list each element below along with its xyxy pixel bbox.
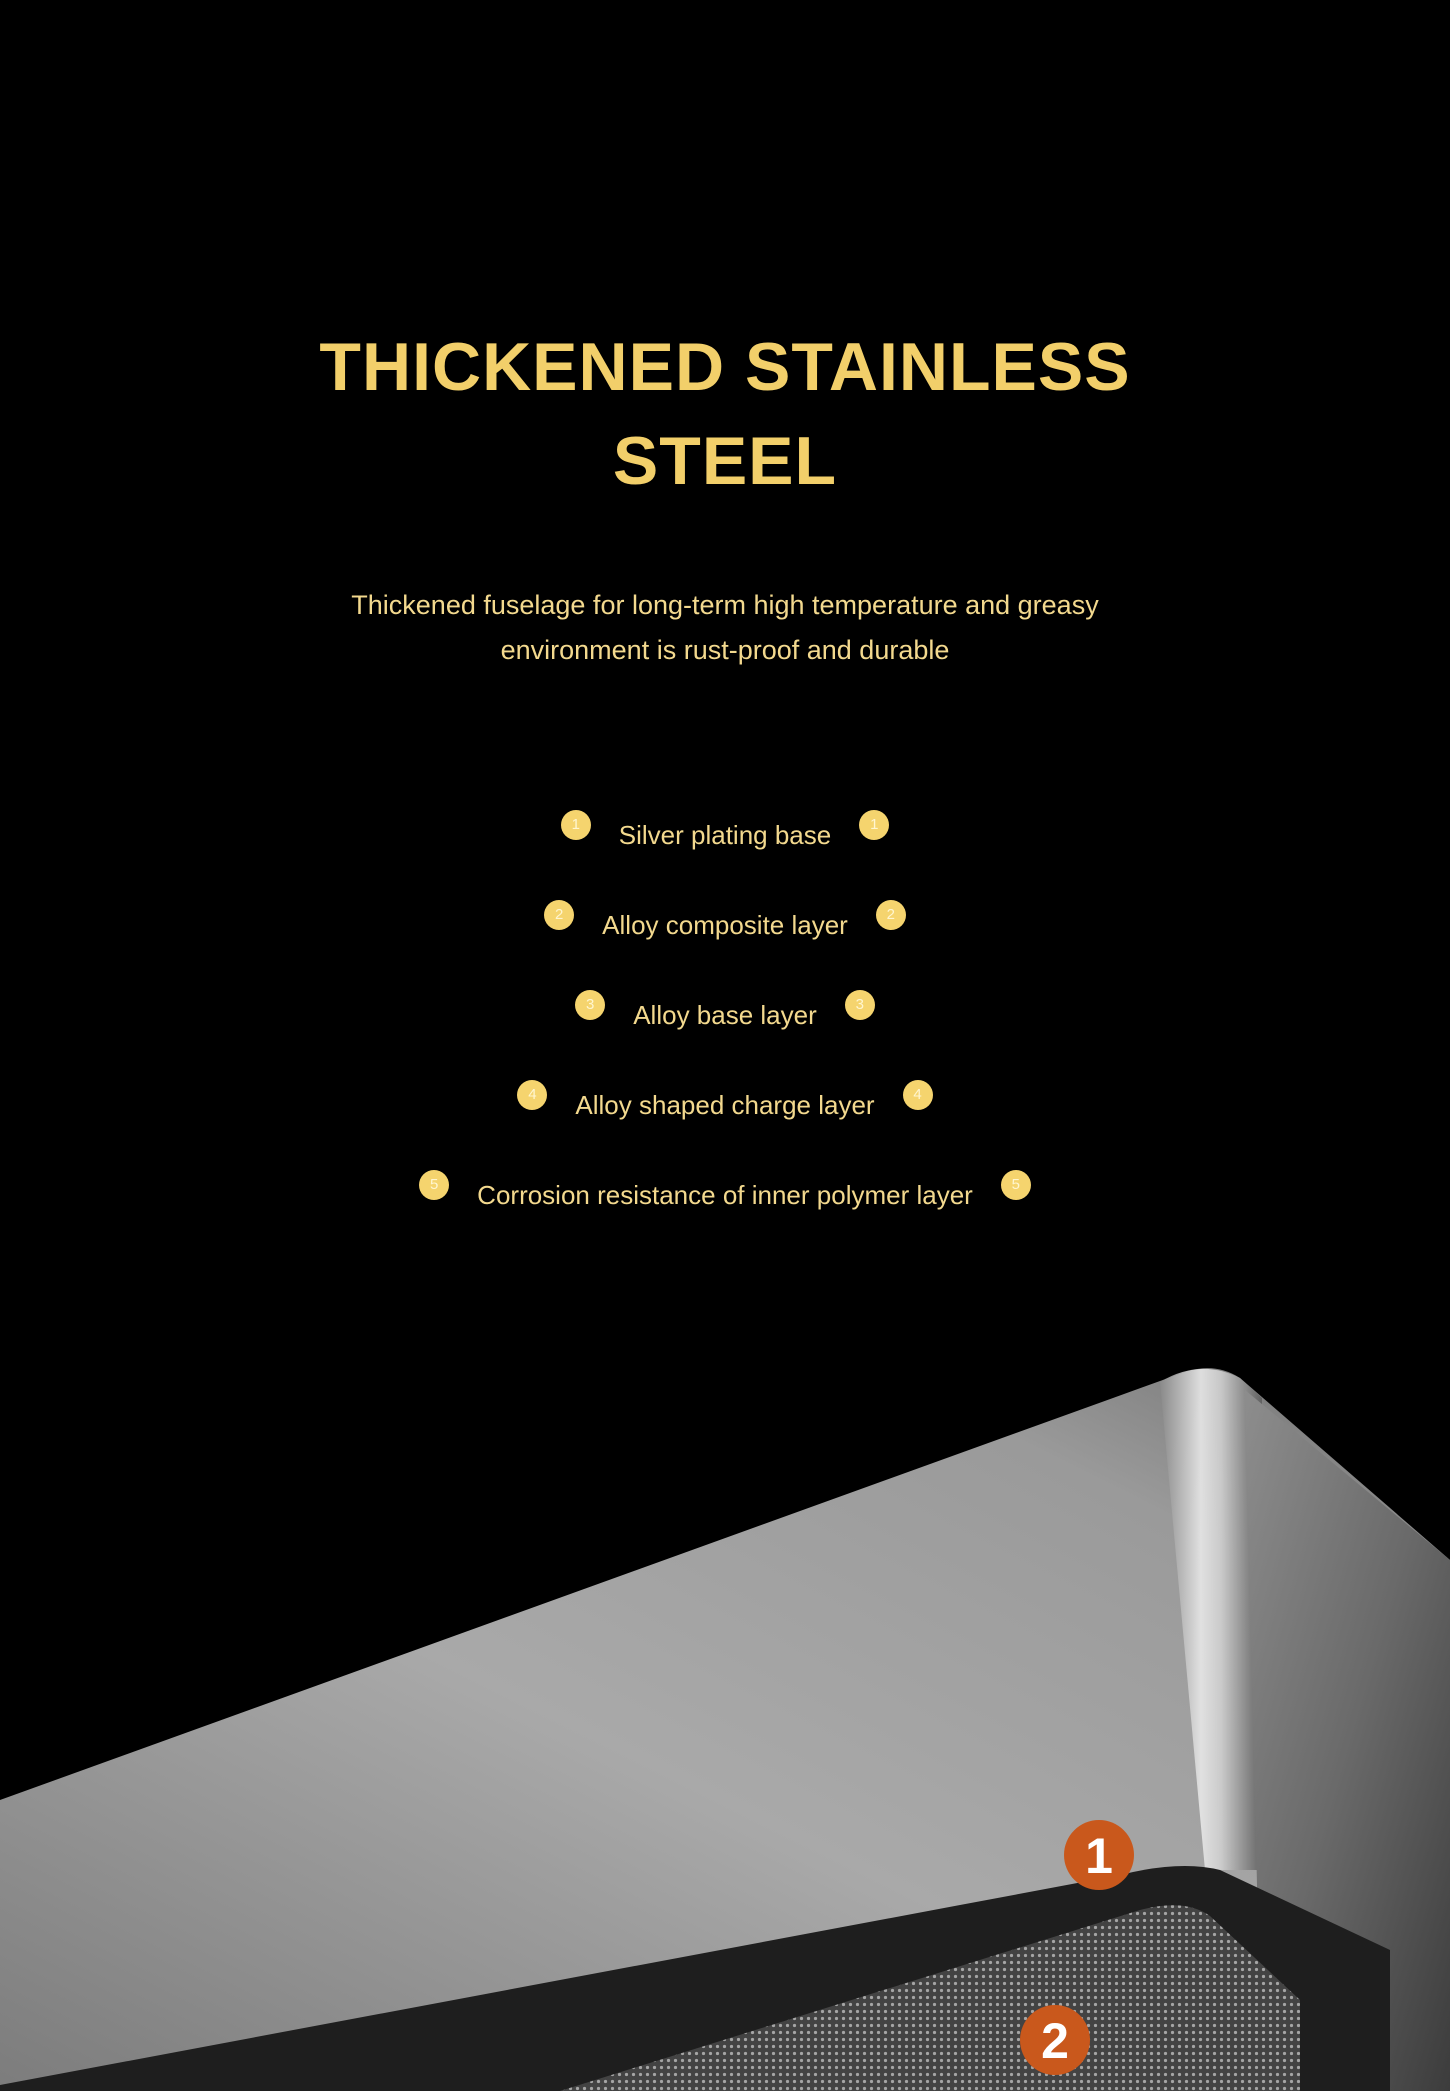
- feature-label: Silver plating base: [618, 820, 832, 850]
- number-badge-left: 4: [517, 1080, 547, 1110]
- stainless-steel-product-photo: [0, 1350, 1450, 2091]
- number-badge-right: 2: [876, 900, 906, 930]
- page-subtitle: [0, 583, 1450, 673]
- number-badge-left: 3: [575, 990, 605, 1020]
- feature-item-silver-plating: [0, 810, 1450, 900]
- feature-item-alloy-composite: [0, 900, 1450, 990]
- subtitle-line-2: environment is rust-proof and durable: [500, 635, 950, 665]
- number-badge-left: 1: [561, 810, 591, 840]
- feature-item-alloy-base: [0, 990, 1450, 1080]
- title-line-2: STEEL: [612, 423, 838, 499]
- feature-label: Alloy shaped charge layer: [575, 1090, 875, 1120]
- page-title: [0, 320, 1450, 508]
- number-badge-right: 1: [859, 810, 889, 840]
- number-badge-right: 3: [845, 990, 875, 1020]
- number-badge-right: 4: [903, 1080, 933, 1110]
- photo-marker-2-label: 2: [1041, 2013, 1069, 2069]
- title-line-1: THICKENED STAINLESS: [319, 329, 1131, 405]
- feature-list: [0, 810, 1450, 1260]
- number-badge-left: 2: [544, 900, 574, 930]
- feature-item-inner-polymer: [0, 1170, 1450, 1260]
- feature-label: Corrosion resistance of inner polymer layer: [477, 1180, 973, 1210]
- photo-marker-1: [1064, 1820, 1134, 1890]
- feature-label: Alloy composite layer: [602, 910, 848, 940]
- number-badge-right: 5: [1001, 1170, 1031, 1200]
- subtitle-line-1: Thickened fuselage for long-term high temperature and greasy: [351, 590, 1099, 620]
- photo-marker-1-label: 1: [1085, 1828, 1113, 1884]
- photo-marker-2: [1020, 2005, 1090, 2075]
- feature-label: Alloy base layer: [633, 1000, 817, 1030]
- number-badge-left: 5: [419, 1170, 449, 1200]
- feature-item-alloy-shaped-charge: [0, 1080, 1450, 1170]
